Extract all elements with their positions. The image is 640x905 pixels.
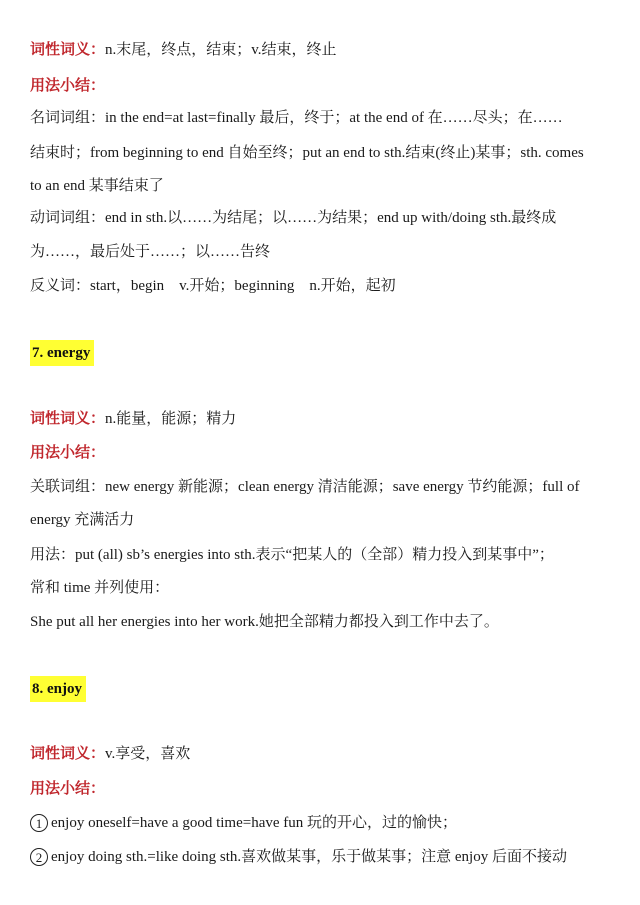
enjoy-usage-label: 用法小结： xyxy=(30,781,106,797)
energy-related-line2: energy 充满活力 xyxy=(30,512,135,528)
enjoy-item-1-text: enjoy oneself=have a good time=have fun 玩的开心，过的愉快； xyxy=(51,815,458,831)
energy-usage-label-line xyxy=(30,443,105,463)
energy-pos-label: 词性词义： xyxy=(30,411,106,427)
end-pos-value: n.末尾，终点，结束；v.结束，终止 xyxy=(105,42,337,58)
end-noun-phrases-line3: to an end 某事结束了 xyxy=(30,178,164,194)
energy-example-line: She put all her energies into her work.她把全部精力都投入到工作中去了。 xyxy=(30,614,499,630)
energy-pos-line xyxy=(30,409,236,429)
end-noun-phrases-line1: 名词词组：in the end=at last=finally 最后，终于；at the end of 在……尽头；在…… xyxy=(30,110,563,126)
end-noun-phrases-line2: 结束时；from beginning to end 自始至终；put an end to sth.结束(终止)某事；sth. comes xyxy=(30,145,584,161)
enjoy-pos-value: v.享受，喜欢 xyxy=(105,746,191,762)
energy-usage-line1: 用法：put (all) sb’s energies into sth.表示“把某人的（全部）精力投入到某事中”； xyxy=(30,547,554,563)
enjoy-usage-label-line xyxy=(30,779,105,799)
circled-number-2-icon: 2 xyxy=(30,848,48,866)
end-verb-phrases-line1: 动词词组：end in sth.以……为结尾；以……为结果；end up with/doing sth.最终成 xyxy=(30,210,557,226)
circled-number-1-icon: 1 xyxy=(30,814,48,832)
end-verb-phrases-line2: 为……，最后处于……；以……告终 xyxy=(30,244,271,260)
enjoy-pos-line xyxy=(30,744,190,764)
end-usage-label-line xyxy=(30,76,105,96)
end-usage-label: 用法小结： xyxy=(30,78,106,94)
enjoy-item-1 xyxy=(30,813,457,833)
energy-heading: 7. energy xyxy=(30,340,94,366)
energy-usage-label: 用法小结： xyxy=(30,445,106,461)
end-antonyms-line: 反义词：start，begin v.开始；beginning n.开始，起初 xyxy=(30,278,396,294)
end-pos-line xyxy=(30,40,337,60)
enjoy-pos-label: 词性词义： xyxy=(30,746,106,762)
enjoy-heading: 8. enjoy xyxy=(30,676,86,702)
enjoy-item-2-text: enjoy doing sth.=like doing sth.喜欢做某事，乐于做某事；注意 enjoy 后面不接动 xyxy=(51,849,567,865)
energy-usage-line2: 常和 time 并列使用： xyxy=(30,580,170,596)
end-pos-label: 词性词义： xyxy=(30,42,106,58)
energy-related-line1: 关联词组：new energy 新能源；clean energy 清洁能源；save energy 节约能源；full of xyxy=(30,479,580,495)
enjoy-item-2 xyxy=(30,847,567,867)
energy-pos-value: n.能量，能源；精力 xyxy=(105,411,237,427)
